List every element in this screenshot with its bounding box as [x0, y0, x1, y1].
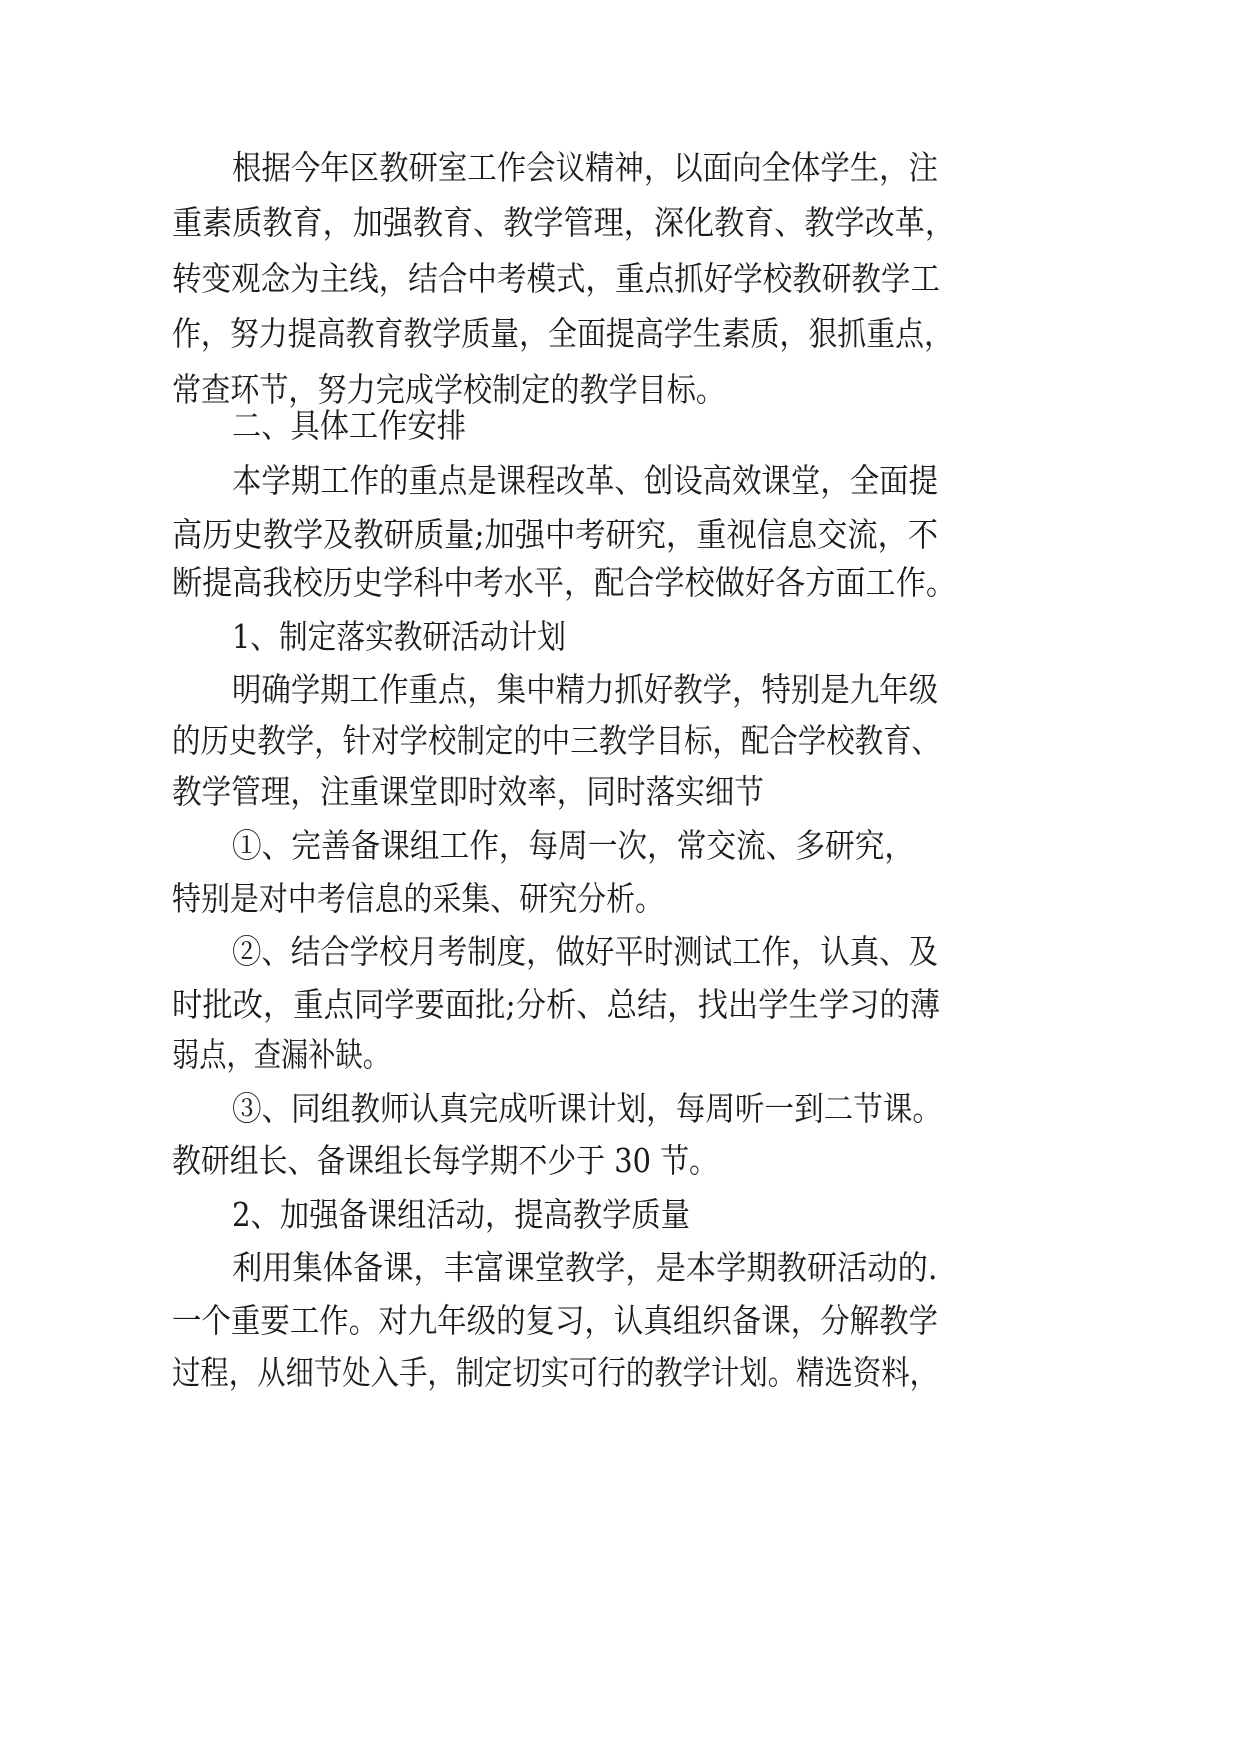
text-line: 重素质教育，加强教育、教学管理，深化教育、教学改革， [172, 203, 955, 242]
text-line: 高历史教学及教研质量;加强中考研究，重视信息交流，不 [172, 515, 939, 554]
text-line: ②、结合学校月考制度，做好平时测试工作，认真、及 [232, 932, 938, 971]
text-line: 本学期工作的重点是课程改革、创设高效课堂，全面提 [232, 461, 938, 500]
subsection-heading: 2、加强备课组活动，提高教学质量 [232, 1195, 690, 1234]
text-line: 一个重要工作。对九年级的复习，认真组织备课，分解教学 [172, 1301, 938, 1340]
text-line: ③、同组教师认真完成听课计划，每周听一到二节课。 [232, 1089, 942, 1128]
text-line: 教学管理，注重课堂即时效率，同时落实细节 [172, 772, 764, 811]
text-line: 作，努力提高教育教学质量，全面提高学生素质，狠抓重点， [172, 314, 953, 353]
text-line: 转变观念为主线，结合中考模式，重点抓好学校教研教学工 [172, 259, 940, 298]
text-line: 根据今年区教研室工作会议精神，以面向全体学生，注 [232, 148, 938, 187]
text-line: 教研组长、备课组长每学期不少于 30 节。 [172, 1141, 718, 1180]
text-line: 明确学期工作重点，集中精力抓好教学，特别是九年级 [232, 670, 938, 709]
text-line: 弱点，查漏补缺。 [172, 1035, 390, 1074]
text-line: 的历史教学，针对学校制定的中三教学目标，配合学校教育、 [172, 721, 940, 760]
text-line: 断提高我校历史学科中考水平，配合学校做好各方面工作。 [172, 563, 956, 602]
text-line: 时批改，重点同学要面批;分析、总结，找出学生学习的薄 [172, 985, 941, 1024]
text-line: ①、完善备课组工作，每周一次，常交流、多研究， [232, 826, 914, 865]
text-line: 特别是对中考信息的采集、研究分析。 [172, 879, 664, 918]
subsection-heading: 1、制定落实教研活动计划 [232, 617, 566, 656]
section-heading: 二、具体工作安排 [232, 406, 466, 445]
text-line: 过程，从细节处入手，制定切实可行的教学计划。精选资料， [172, 1353, 938, 1392]
text-line: 常查环节，努力完成学校制定的教学目标。 [172, 370, 725, 409]
text-line: 利用集体备课，丰富课堂教学，是本学期教研活动的. [232, 1248, 938, 1287]
